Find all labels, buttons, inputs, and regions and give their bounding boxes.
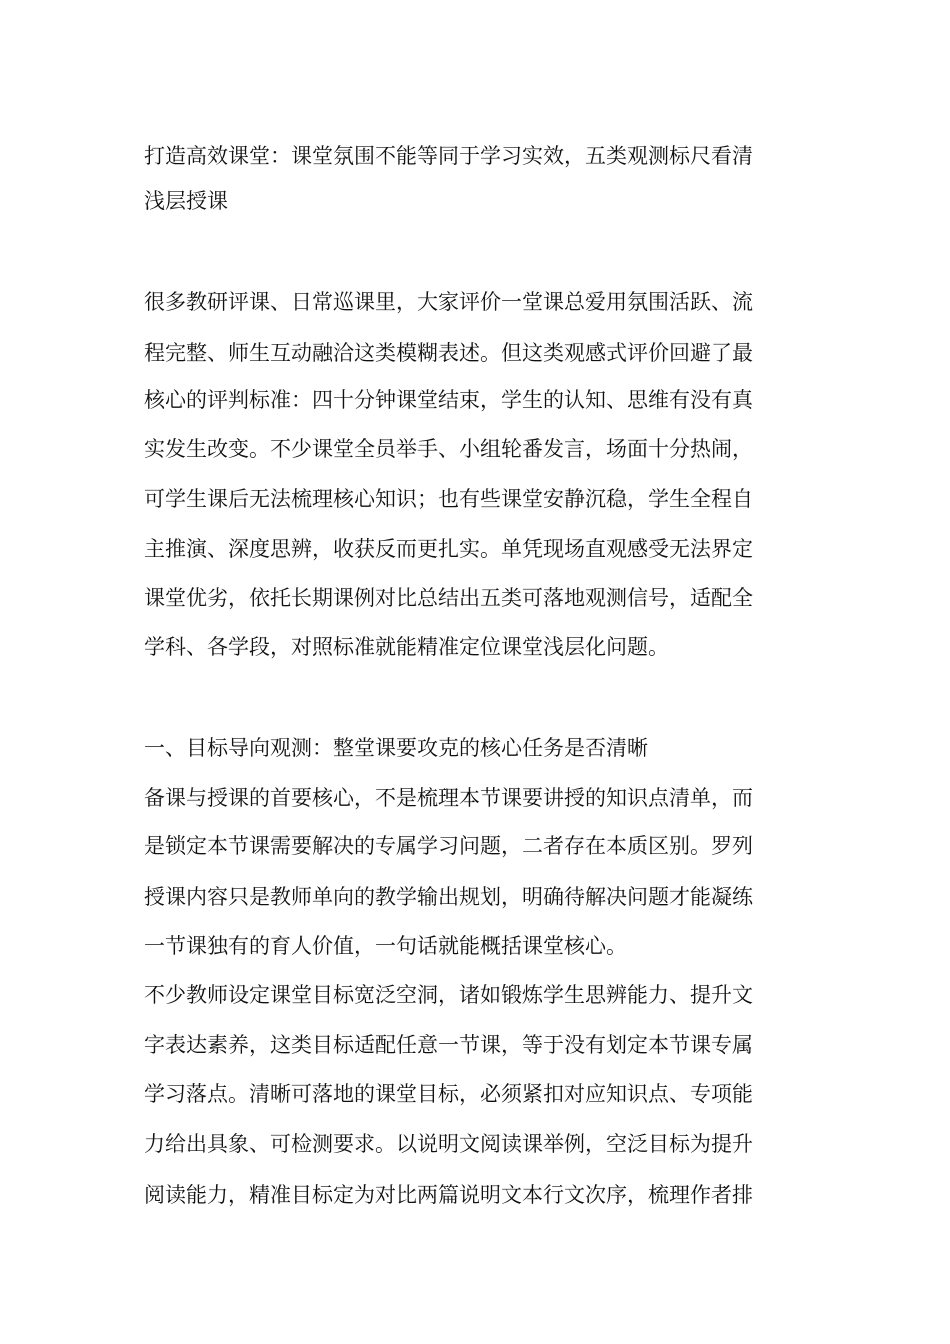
section1-p1-line-4: 一节课独有的育人价值，一句话就能概括课堂核心。 (144, 934, 627, 958)
intro-line-6: 主推演、深度思辨，收获反而更扎实。单凭现场直观感受无法界定 (144, 537, 753, 561)
section1-p2-line-5: 阅读能力，精准目标定为对比两篇说明文本行文次序，梳理作者排 (144, 1183, 753, 1207)
intro-line-4: 实发生改变。不少课堂全员举手、小组轮番发言，场面十分热闹， (144, 437, 753, 461)
section1-p2-line-4: 力给出具象、可检测要求。以说明文阅读课举例，空泛目标为提升 (144, 1132, 753, 1156)
section1-p1-line-2: 是锁定本节课需要解决的专属学习问题，二者存在本质区别。罗列 (144, 834, 753, 858)
intro-line-1: 很多教研评课、日常巡课里，大家评价一堂课总爱用氛围活跃、流 (144, 290, 753, 314)
intro-line-8: 学科、各学段，对照标准就能精准定位课堂浅层化问题。 (144, 635, 669, 659)
intro-line-5: 可学生课后无法梳理核心知识；也有些课堂安静沉稳，学生全程自 (144, 487, 753, 511)
intro-line-2: 程完整、师生互动融洽这类模糊表述。但这类观感式评价回避了最 (144, 341, 753, 365)
document-title-line-2: 浅层授课 (144, 189, 228, 213)
section1-p1-line-3: 授课内容只是教师单向的教学输出规划，明确待解决问题才能凝练 (144, 885, 753, 909)
intro-line-7: 课堂优劣，依托长期课例对比总结出五类可落地观测信号，适配全 (144, 586, 753, 610)
section1-p2-line-2: 字表达素养，这类目标适配任意一节课，等于没有划定本节课专属 (144, 1033, 753, 1057)
intro-line-3: 核心的评判标准：四十分钟课堂结束，学生的认知、思维有没有真 (144, 388, 753, 412)
section-heading-1: 一、目标导向观测：整堂课要攻克的核心任务是否清晰 (144, 736, 648, 760)
section1-p1-line-1: 备课与授课的首要核心，不是梳理本节课要讲授的知识点清单，而 (144, 786, 753, 810)
document-title-line-1: 打造高效课堂：课堂氛围不能等同于学习实效，五类观测标尺看清 (144, 144, 753, 168)
section1-p2-line-1: 不少教师设定课堂目标宽泛空洞，诸如锻炼学生思辨能力、提升文 (144, 983, 753, 1007)
section1-p2-line-3: 学习落点。清晰可落地的课堂目标，必须紧扣对应知识点、专项能 (144, 1082, 753, 1106)
